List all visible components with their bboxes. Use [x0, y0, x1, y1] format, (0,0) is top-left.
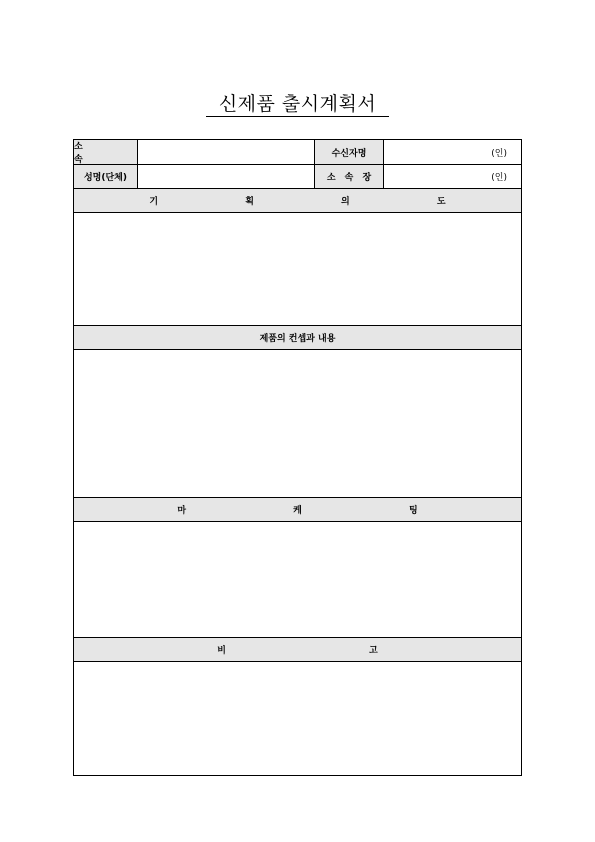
section-heading-planning-intent: 기 획 의 도: [74, 189, 521, 213]
section-heading-marketing: 마 케 팅: [74, 498, 521, 522]
plan-form-table: [73, 139, 522, 776]
name-group-label: 성명(단체): [74, 165, 137, 188]
seal-mark: (인): [491, 173, 507, 183]
department-head-field[interactable]: [383, 165, 522, 188]
section-heading-remarks: 비 고: [74, 638, 521, 662]
recipient-name-label: 수신자명: [314, 140, 383, 164]
document-title: 신제품 출시계획서: [218, 93, 377, 115]
section-body-product-concept[interactable]: [74, 350, 521, 498]
affiliation-label: 소 속: [74, 140, 137, 164]
section-body-planning-intent[interactable]: [74, 213, 521, 326]
header-row-affiliation: [74, 140, 521, 165]
seal-mark: (인): [491, 148, 507, 159]
section-body-remarks[interactable]: [74, 662, 521, 775]
section-body-marketing[interactable]: [74, 522, 521, 638]
name-group-field[interactable]: [137, 165, 314, 188]
department-head-label: 소 속 장: [314, 165, 383, 188]
title-underline: [206, 116, 389, 117]
header-row-name: [74, 165, 521, 189]
section-heading-product-concept: 제품의 컨셉과 내용: [74, 326, 521, 350]
affiliation-field[interactable]: [137, 140, 314, 164]
recipient-name-field[interactable]: [383, 140, 522, 164]
